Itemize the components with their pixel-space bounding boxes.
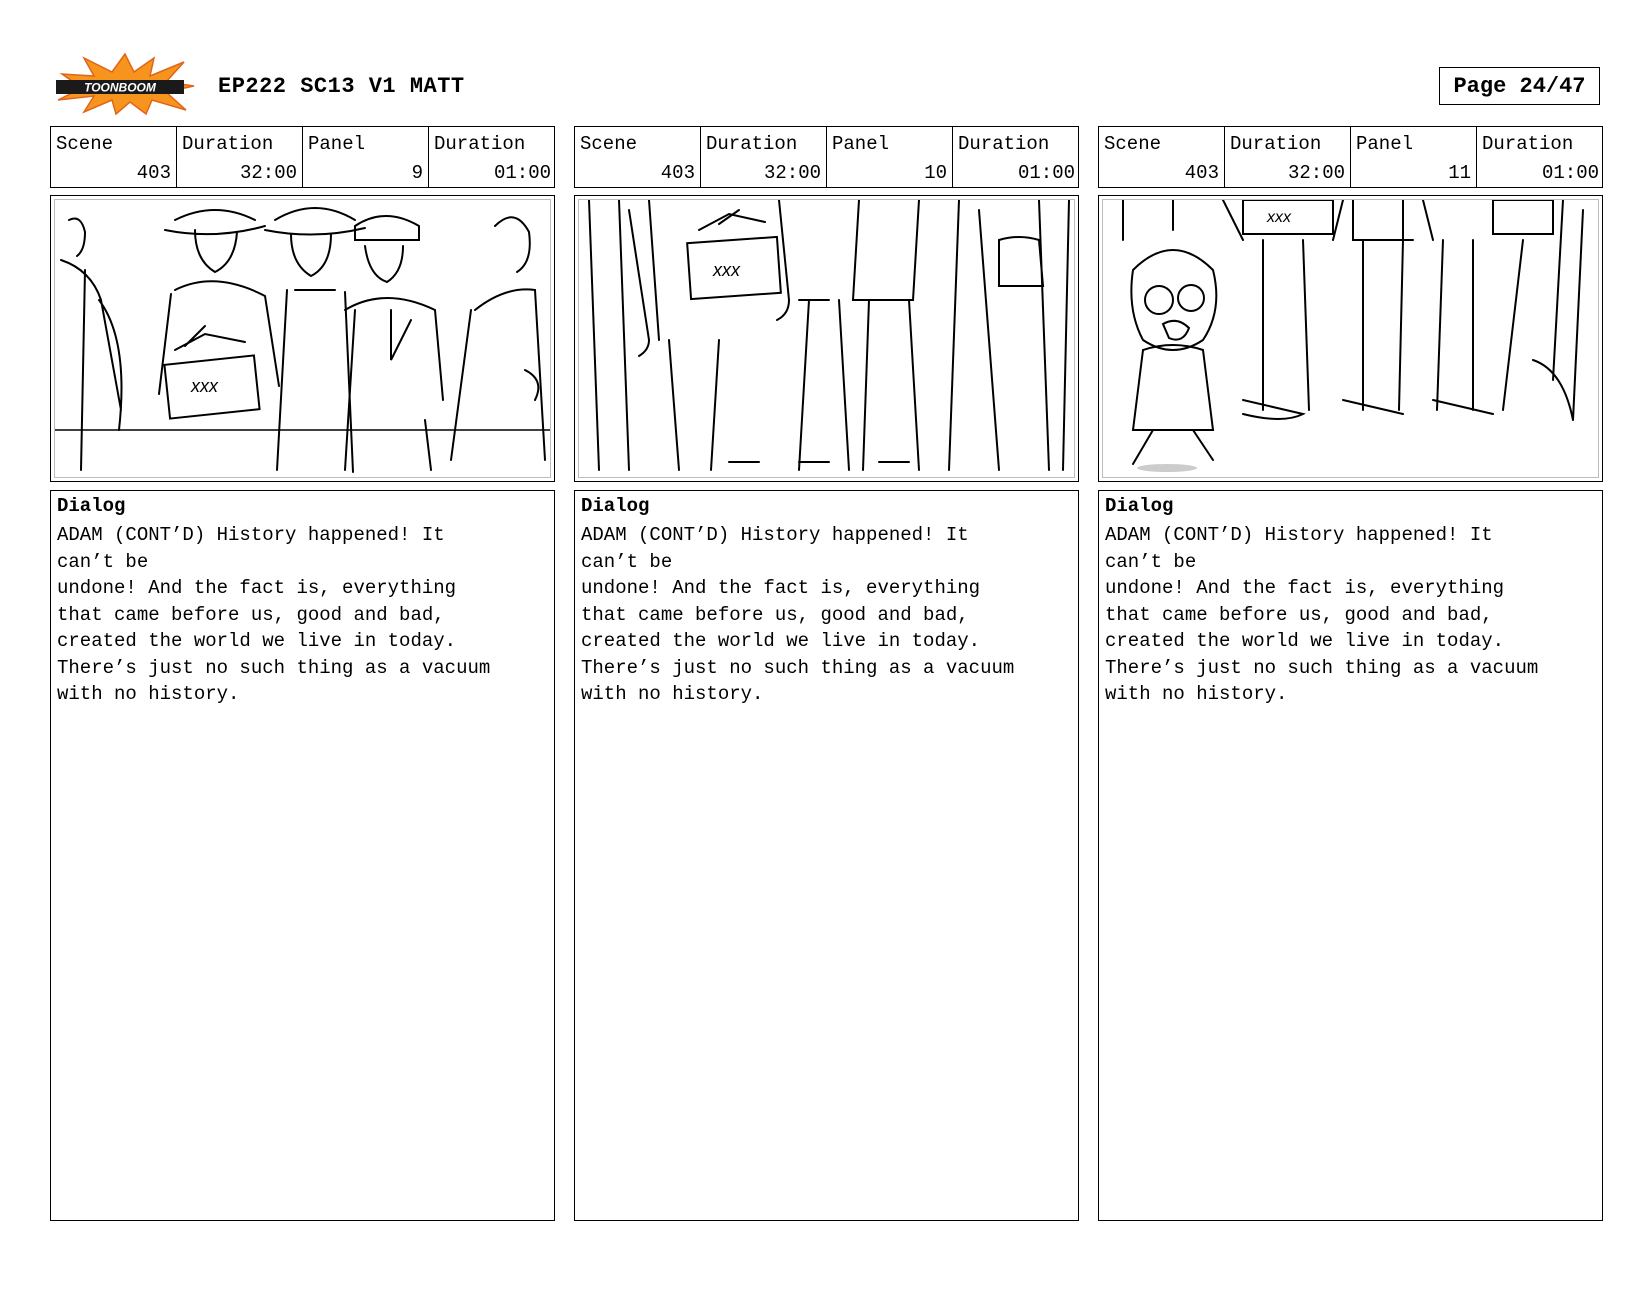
panel-image-frame <box>50 195 555 482</box>
dialog-heading: Dialog <box>581 495 650 517</box>
scene-label: Scene <box>580 133 638 155</box>
panel-duration-value: 01:00 <box>493 162 551 184</box>
dialog-text: ADAM (CONT’D) History happened! It can’t be undone! And the fact is, everything that came before us, good and bad, created the world we live in today. There’s just no such thing as a vacuum with no history. <box>1105 524 1539 705</box>
panel-duration-label: Duration <box>434 133 526 155</box>
storyboard-column-2 <box>574 126 1079 1221</box>
dialog-box <box>1098 490 1603 1221</box>
panel-label: Panel <box>1356 133 1414 155</box>
panel-duration-cell <box>429 127 556 187</box>
dialog-text: ADAM (CONT’D) History happened! It can’t be undone! And the fact is, everything that came before us, good and bad, created the world we live in today. There’s just no such thing as a vacuum with no history. <box>581 524 1015 705</box>
dialog-box <box>50 490 555 1221</box>
panel-cell <box>827 127 953 187</box>
scene-duration-value: 32:00 <box>763 162 821 184</box>
panel-cell <box>303 127 429 187</box>
sketch-drawing <box>579 200 1074 477</box>
box-mark: xxx <box>713 260 740 280</box>
panel-image-frame <box>1098 195 1603 482</box>
panel-duration-cell <box>1477 127 1604 187</box>
dialog-heading: Dialog <box>57 495 126 517</box>
panel-duration-value: 01:00 <box>1541 162 1599 184</box>
document-title: EP222 SC13 V1 MATT <box>218 74 465 99</box>
scene-duration-value: 32:00 <box>1287 162 1345 184</box>
page-indicator: Page 24/47 <box>1439 67 1600 105</box>
panel-info-header <box>1098 126 1603 188</box>
scene-duration-label: Duration <box>1230 133 1322 155</box>
panel-duration-cell <box>953 127 1080 187</box>
scene-duration-cell <box>701 127 827 187</box>
box-mark: xxx <box>191 376 218 396</box>
panel-value: 11 <box>1448 162 1471 184</box>
scene-value: 403 <box>136 162 171 184</box>
panel-value: 10 <box>924 162 947 184</box>
scene-duration-label: Duration <box>706 133 798 155</box>
dialog-box <box>574 490 1079 1221</box>
panel-image-frame <box>574 195 1079 482</box>
sketch-drawing <box>55 200 550 477</box>
scene-label: Scene <box>1104 133 1162 155</box>
panel-label: Panel <box>832 133 890 155</box>
dialog-heading: Dialog <box>1105 495 1174 517</box>
logo-text: TOONBOOM <box>84 80 156 95</box>
sketch-drawing <box>1103 200 1598 477</box>
panel-cell <box>1351 127 1477 187</box>
toonboom-logo <box>54 52 196 116</box>
box-mark: xxx <box>1267 209 1291 226</box>
panel-duration-value: 01:00 <box>1017 162 1075 184</box>
scene-duration-value: 32:00 <box>239 162 297 184</box>
panel-value: 9 <box>411 162 423 184</box>
dialog-text: ADAM (CONT’D) History happened! It can’t be undone! And the fact is, everything that came before us, good and bad, created the world we live in today. There’s just no such thing as a vacuum with no history. <box>57 524 491 705</box>
scene-value: 403 <box>1184 162 1219 184</box>
panel-duration-label: Duration <box>958 133 1050 155</box>
scene-duration-label: Duration <box>182 133 274 155</box>
scene-cell <box>575 127 701 187</box>
scene-value: 403 <box>660 162 695 184</box>
panel-info-header <box>574 126 1079 188</box>
scene-label: Scene <box>56 133 114 155</box>
storyboard-column-1 <box>50 126 555 1221</box>
scene-duration-cell <box>1225 127 1351 187</box>
panel-info-header <box>50 126 555 188</box>
panel-label: Panel <box>308 133 366 155</box>
scene-duration-cell <box>177 127 303 187</box>
scene-cell <box>51 127 177 187</box>
storyboard-column-3 <box>1098 126 1603 1221</box>
scene-cell <box>1099 127 1225 187</box>
panel-duration-label: Duration <box>1482 133 1574 155</box>
